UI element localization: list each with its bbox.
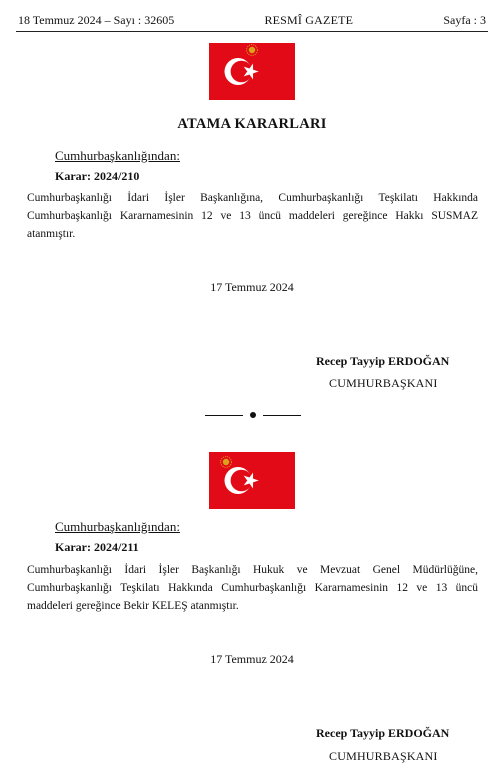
gazette-name: RESMÎ GAZETE — [264, 13, 354, 27]
decision-2-date: 17 Temmuz 2024 — [210, 652, 294, 666]
decision-1-signer-title: CUMHURBAŞKANI — [329, 376, 438, 390]
decision-2-signer-title: CUMHURBAŞKANI — [329, 749, 438, 763]
decision-1-signer: Recep Tayyip ERDOĞAN — [316, 354, 450, 368]
decision-2-signer: Recep Tayyip ERDOĞAN — [316, 726, 450, 740]
section-separator — [205, 409, 301, 421]
decision-2-number: Karar: 2024/211 — [55, 540, 139, 554]
page-title: ATAMA KARARLARI — [177, 116, 327, 132]
decision-1-text: Cumhurbaşkanlığı İdari İşler Başkanlığına, Cumhurbaşkanlığı Teşkilatı Hakkında Cumhurbaşkanlığı Kararnamesinin 12 ve 13 üncü maddeleri gereğince Hakkı SUSMAZ atanmıştır. — [27, 192, 478, 240]
turkish-flag-emblem-icon — [209, 43, 295, 100]
decision-2-issuer: Cumhurbaşkanlığından: — [55, 519, 180, 534]
decision-1-number: Karar: 2024/210 — [55, 169, 140, 183]
decision-2-text: Cumhurbaşkanlığı İdari İşler Başkanlığı Hukuk ve Mevzuat Genel Müdürlüğüne, Cumhurbaşkanlığı Teşkilatı Hakkında Cumhurbaşkanlığı Kararnamesinin 12 ve 13 üncü maddeleri gereğince Bekir KELEŞ atanmıştır. — [27, 564, 478, 612]
issue-info: 18 Temmuz 2024 – Sayı : 32605 — [18, 13, 175, 27]
turkish-flag-emblem-icon — [209, 452, 295, 509]
separator-dot-icon — [250, 412, 256, 418]
separator-line-left — [205, 415, 243, 416]
separator-line-right — [263, 415, 301, 416]
decision-1-issuer: Cumhurbaşkanlığından: — [55, 148, 180, 163]
page-header — [18, 13, 486, 31]
header-divider — [16, 31, 488, 32]
decision-1-date: 17 Temmuz 2024 — [210, 280, 294, 294]
page-number: Sayfa : 3 — [443, 13, 486, 27]
